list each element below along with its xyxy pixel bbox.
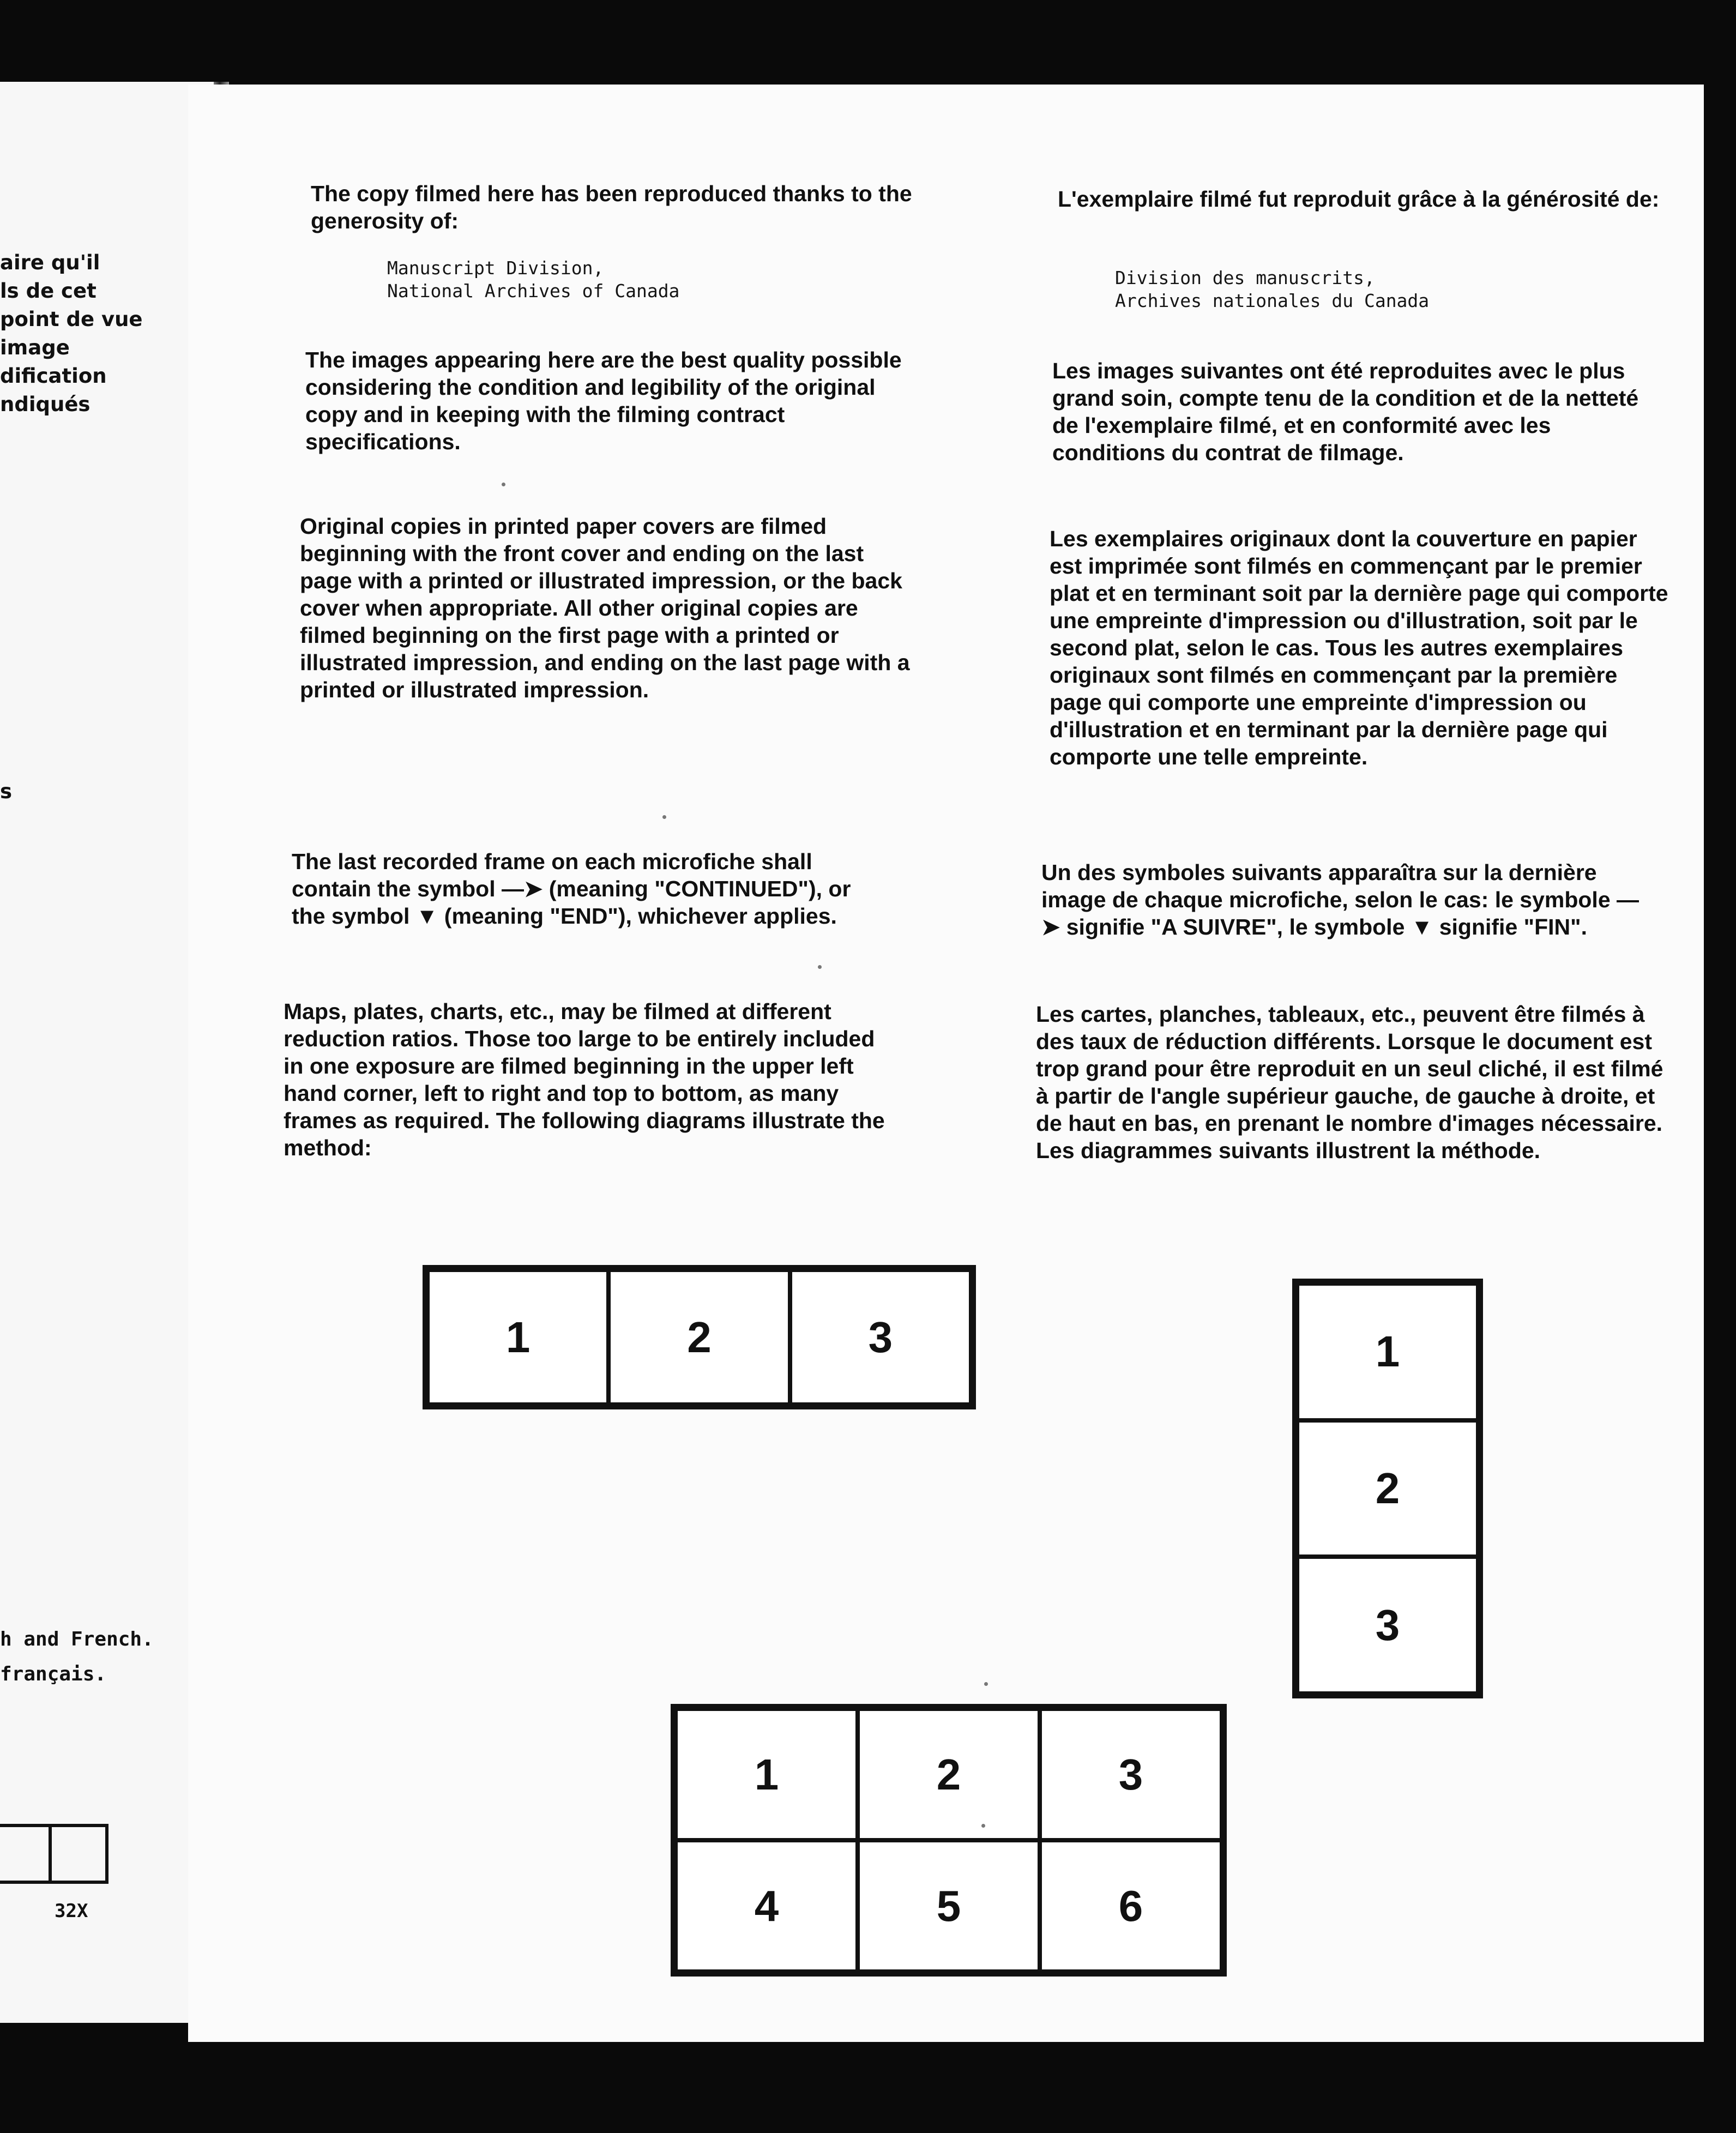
left-fragment-7: s (0, 780, 13, 803)
french-institution-line2: Archives nationales du Canada (1115, 290, 1430, 311)
left-fragment-6: ndiqués (0, 393, 91, 416)
french-symbols-paragraph: Un des symboles suivants apparaîtra sur la dernière image de chaque microfiche, selon le cas: le symbole —➤ signifie "A SUIVRE", le symbole ▼ signifie "FIN". (1041, 860, 1639, 939)
left-fragment-3: point de vue (0, 308, 143, 331)
strip-cell (0, 1824, 52, 1884)
diagram-frame: 3 (1040, 1709, 1222, 1840)
diagram-vertical-three-frames (1292, 1279, 1483, 1698)
diagram-frame: 1 (1297, 1284, 1478, 1420)
dust-speck (984, 1682, 988, 1686)
french-quality-paragraph: Les images suivantes ont été reproduites avec le plus grand soin, compte tenu de la condition et de la netteté de l'exemplaire filmé, et en conformité avec les conditions du contrat de filmage. (1052, 358, 1639, 465)
diagram-frame: 2 (858, 1709, 1040, 1840)
dust-speck (502, 483, 505, 486)
diagram-six-frames-grid (671, 1704, 1227, 1977)
diagram-frame: 3 (790, 1270, 971, 1405)
left-fragment-5: dification (0, 364, 107, 388)
left-fragment-1: aire qu'il (0, 251, 100, 274)
english-quality-paragraph: The images appearing here are the best quality possible considering the condition and legibility of the original copy and in keeping with the filming contract specifications. (305, 347, 902, 454)
left-page-remnant (0, 82, 218, 2023)
reduction-label: 32X (55, 1900, 88, 1922)
english-symbols-paragraph: The last recorded frame on each microfiche shall contain the symbol —➤ (meaning "CONTINUED"), or the symbol ▼ (meaning "END"), whichever applies. (292, 849, 851, 929)
diagram-frame: 6 (1040, 1840, 1222, 1972)
diagram-frame: 4 (676, 1840, 858, 1972)
diagram-frame: 3 (1297, 1557, 1478, 1694)
diagram-frame: 2 (608, 1270, 789, 1405)
left-fragment-8: h and French. (0, 1628, 154, 1650)
diagram-horizontal-three-frames (423, 1265, 976, 1409)
document-page (188, 85, 1704, 2042)
reduction-strip (0, 1824, 109, 1889)
strip-cell (49, 1824, 108, 1884)
english-institution-line2: National Archives of Canada (387, 280, 680, 302)
french-maps-paragraph: Les cartes, planches, tableaux, etc., peuvent être filmés à des taux de réduction différents. Lorsque le document est trop grand pour être reproduit en un seul cliché, il est filmé à partir de l'angle supérieur gauche, de gauche à droite, et de haut en bas, en prenant le nombre d'images nécessaire. Les diagrammes suivants illustrent la méthode. (1036, 1002, 1663, 1163)
dust-speck (818, 965, 822, 969)
diagram-frame: 1 (676, 1709, 858, 1840)
dust-speck (981, 1824, 985, 1828)
dust-speck (662, 815, 666, 819)
french-originals-paragraph: Les exemplaires originaux dont la couverture en papier est imprimée sont filmés en commençant par le premier plat et en terminant soit par la dernière page qui comporte une empreinte d'impression ou d'illustration, soit par le second plat, selon le cas. Tous les autres exemplaires originaux sont filmés en commençant par la première page qui comporte une empreinte d'impression ou d'illustration et en terminant par la dernière page qui comporte une telle empreinte. (1050, 526, 1668, 769)
english-originals-paragraph: Original copies in printed paper covers are filmed beginning with the front cover and ending on the last page with a printed or illustrated impression, or the back cover when appropriate. All other original copies are filmed beginning on the first page with a printed or illustrated impression, and ending on the last page with a printed or illustrated impression. (300, 514, 910, 702)
diagram-frame: 2 (1297, 1420, 1478, 1557)
english-maps-paragraph: Maps, plates, charts, etc., may be filmed at different reduction ratios. Those too large to be entirely included in one exposure are filmed beginning in the upper left hand corner, left to right and top to bottom, as many frames as required. The following diagrams illustrate the method: (284, 999, 885, 1160)
left-fragment-4: image (0, 336, 70, 359)
diagram-frame: 5 (858, 1840, 1040, 1972)
english-intro: The copy filmed here has been reproduced thanks to the generosity of: (311, 181, 912, 233)
french-intro: L'exemplaire filmé fut reproduit grâce à la générosité de: (1058, 186, 1660, 212)
diagram-frame: 1 (427, 1270, 608, 1405)
left-fragment-9: français. (0, 1663, 107, 1685)
left-fragment-2: ls de cet (0, 279, 97, 303)
french-institution-line1: Division des manuscrits, (1115, 267, 1375, 288)
english-institution-line1: Manuscript Division, (387, 257, 604, 279)
